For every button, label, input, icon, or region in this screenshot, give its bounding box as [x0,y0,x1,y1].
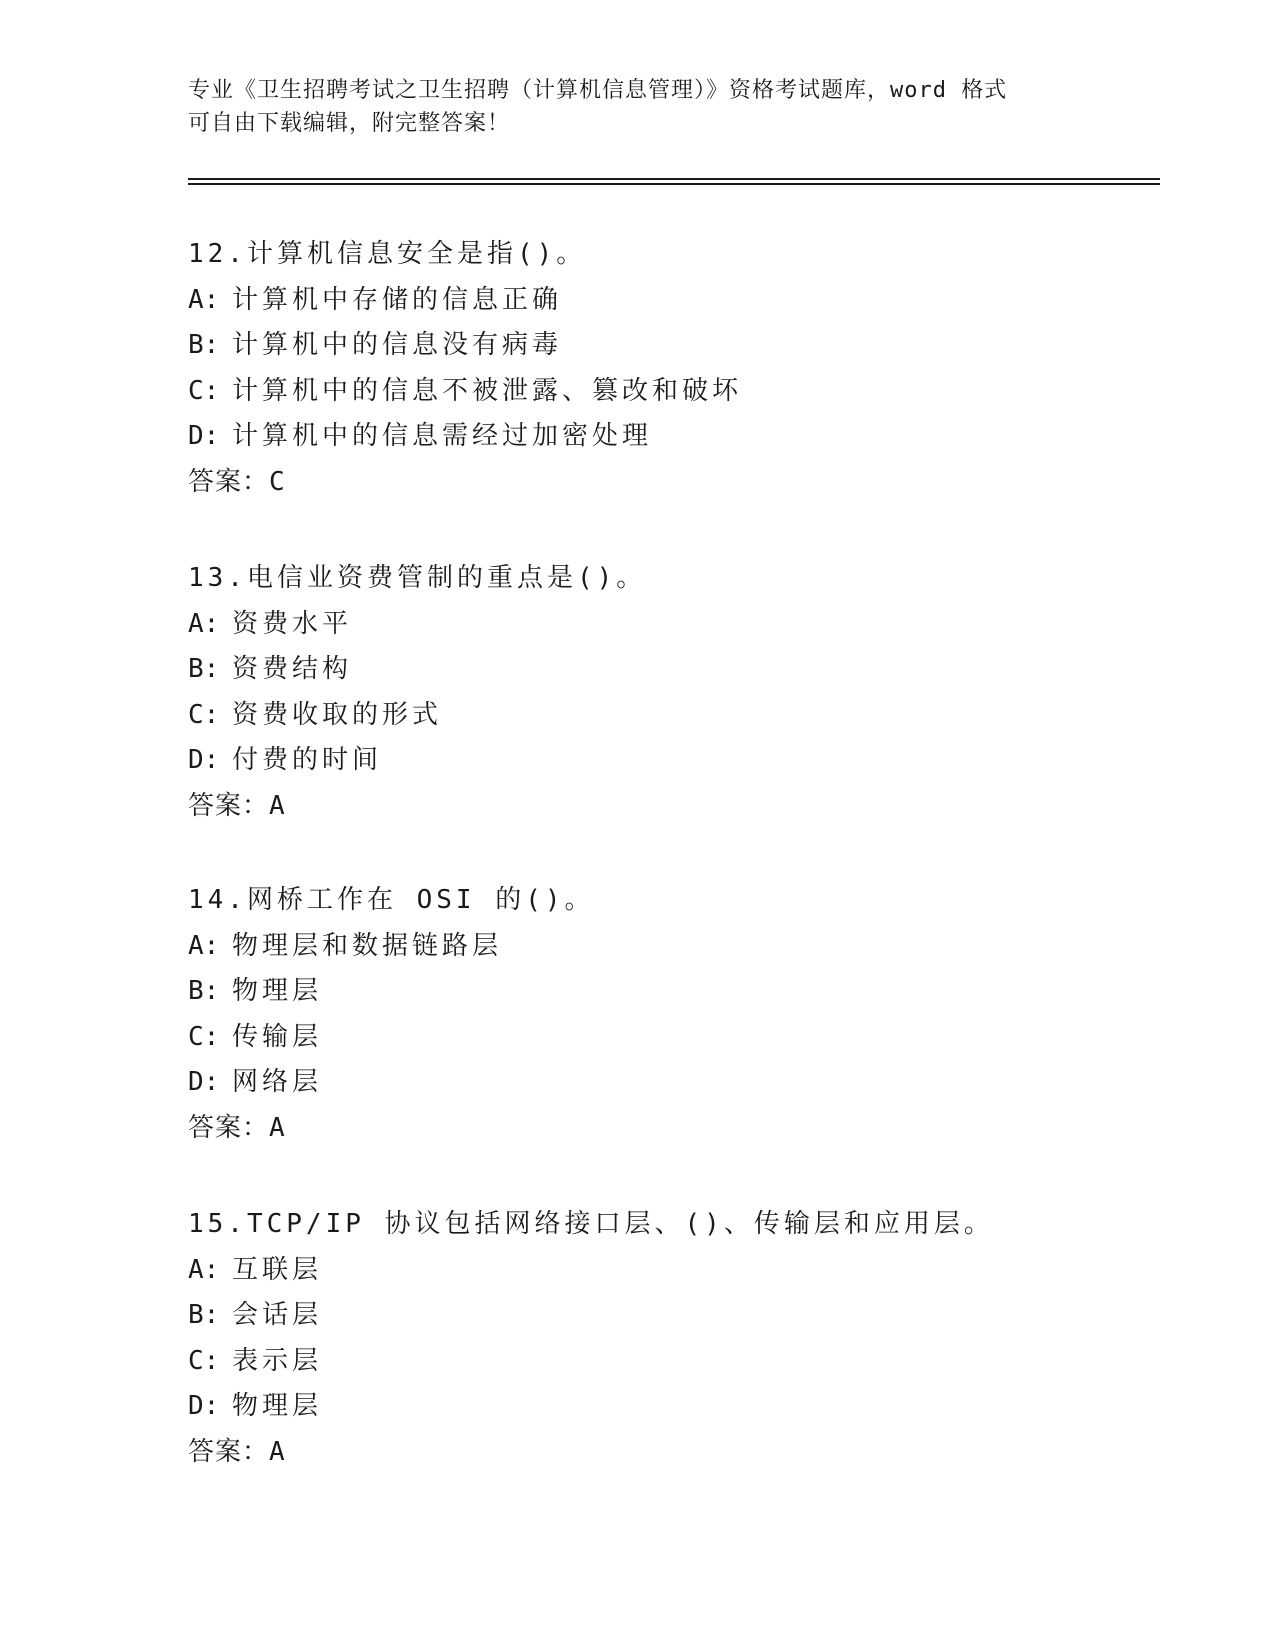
option-letter: C: [188,375,220,406]
question-12 [188,232,1168,505]
option-letter: A: [188,1254,220,1285]
question-stem: 15.TCP/IP 协议包括网络接口层、()、传输层和应用层。 [188,1209,994,1239]
option-letter: D: [188,421,220,451]
option-letter: C: [188,699,220,730]
option-letter: C: [188,1345,220,1376]
option-text: 资费收取的形式 [232,699,443,730]
option-letter: B: [188,330,220,360]
header-divider-bottom [188,183,1160,185]
option-text: 计算机中的信息需经过加密处理 [232,421,653,451]
option-d [188,1060,1168,1106]
answer-line [188,1106,1168,1152]
option-text: 互联层 [232,1254,323,1285]
option-a [188,278,1168,324]
option-text: 计算机中存储的信息正确 [232,284,563,315]
option-text: 表示层 [232,1345,323,1376]
option-a [188,1248,1168,1294]
option-letter: B: [188,976,220,1006]
option-text: 计算机中的信息没有病毒 [232,330,563,360]
answer-value: A [269,1436,286,1467]
option-c [188,1015,1168,1061]
answer-label: 答案： [188,1112,270,1143]
option-text: 传输层 [232,1021,323,1052]
option-c [188,693,1168,739]
option-text: 计算机中的信息不被泄露、篡改和破坏 [232,375,743,406]
header-title-line-1: 专业《卫生招聘考试之卫生招聘（计算机信息管理）》资格考试题库，word 格式 [188,78,1008,103]
option-c [188,369,1168,415]
option-a [188,924,1168,970]
answer-label: 答案： [188,1436,270,1467]
question-14 [188,878,1168,1151]
option-text: 物理层和数据链路层 [232,930,503,961]
header-title-line-2: 可自由下载编辑，附完整答案！ [188,111,511,136]
option-letter: A: [188,608,220,639]
option-b [188,647,1168,693]
option-text: 付费的时间 [232,745,383,775]
option-c [188,1339,1168,1385]
option-letter: D: [188,1391,220,1421]
option-letter: D: [188,745,220,775]
option-text: 资费水平 [232,608,353,639]
question-stem: 12.计算机信息安全是指()。 [188,239,587,269]
option-d [188,738,1168,784]
option-b [188,969,1168,1015]
option-text: 会话层 [232,1300,323,1330]
answer-value: A [269,1112,286,1143]
option-letter: A: [188,284,220,315]
answer-value: C [269,466,286,497]
answer-label: 答案： [188,466,270,497]
answer-value: A [269,790,286,821]
option-letter: B: [188,1300,220,1330]
answer-line [188,1430,1168,1476]
option-letter: C: [188,1021,220,1052]
option-letter: D: [188,1067,220,1097]
document-header [188,74,1088,140]
option-b [188,1293,1168,1339]
option-text: 物理层 [232,1391,323,1421]
option-d [188,414,1168,460]
header-divider-top [188,178,1160,180]
question-stem: 13.电信业资费管制的重点是()。 [188,563,647,593]
answer-line [188,784,1168,830]
question-15 [188,1202,1168,1475]
option-a [188,602,1168,648]
option-text: 资费结构 [232,654,353,684]
option-d [188,1384,1168,1430]
question-stem: 14.网桥工作在 OSI 的()。 [188,885,595,915]
option-text: 网络层 [232,1067,323,1097]
option-letter: A: [188,930,220,961]
answer-line [188,460,1168,506]
option-letter: B: [188,654,220,684]
option-b [188,323,1168,369]
answer-label: 答案： [188,790,270,821]
option-text: 物理层 [232,976,323,1006]
question-13 [188,556,1168,829]
